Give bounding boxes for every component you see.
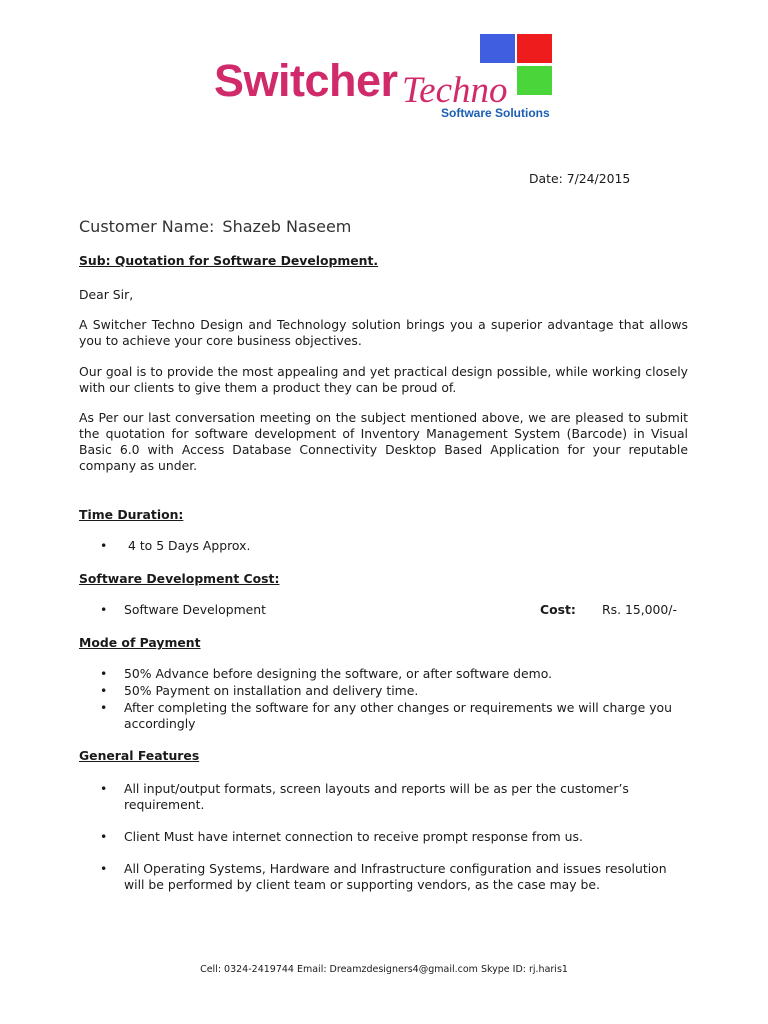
list-item: • 50% Payment on installation and delivery time. [100,683,690,699]
company-logo [214,34,559,124]
logo-tagline: Software Solutions [441,106,550,120]
greeting: Dear Sir, [79,287,134,302]
logo-red-square [517,34,552,63]
customer-label: Customer Name: [79,217,215,236]
intro-paragraph: A Switcher Techno Design and Technology solution brings you a superior advantage that allows you to achieve your core business objectives. [79,317,688,348]
list-item: • All Operating Systems, Hardware and Infrastructure configuration and issues resolution will be performed by client team or supporting vendors, as the case may be. [100,861,690,893]
time-duration-heading: Time Duration: [79,507,184,522]
logo-name-techno: Techno [402,70,508,111]
time-duration-list [100,538,690,554]
contact-footer: Cell: 0324-2419744 Email: Dreamzdesigners4@gmail.com Skype ID: rj.haris1 [200,964,568,975]
logo-blue-square [480,34,515,63]
list-item: • 50% Advance before designing the software, or after software demo. [100,666,690,682]
features-list [100,781,690,893]
logo-name: Switcher [214,55,398,106]
subject-heading: Sub: Quotation for Software Development. [79,253,379,268]
list-item: • All input/output formats, screen layouts and reports will be as per the customer’s requirement. [100,781,690,813]
payment-list [100,666,690,732]
cost-heading: Software Development Cost: [79,571,280,586]
list-item: • Software Development [100,602,690,618]
logo-green-square [517,66,552,95]
list-item: • After completing the software for any other changes or requirements we will charge you accordingly [100,700,690,732]
list-item: • Client Must have internet connection to receive prompt response from us. [100,829,690,845]
goal-paragraph: Our goal is to provide the most appealing and yet practical design possible, while working closely with our clients to give them a product they can be proud of. [79,364,688,395]
list-item: • 4 to 5 Days Approx. [100,538,690,554]
quotation-date: Date: 7/24/2015 [529,171,631,186]
cost-label: Cost: [540,602,576,617]
customer-line [79,217,351,237]
cost-value: Rs. 15,000/- [602,602,677,617]
features-heading: General Features [79,748,200,763]
payment-heading: Mode of Payment [79,635,201,650]
quotation-paragraph: As Per our last conversation meeting on the subject mentioned above, we are pleased to submit the quotation for software development of Inventory Management System (Barcode) in Visual Basic 6.0 with Access Database Connectivity Desktop Based Application for your reputable company as under. [79,410,688,473]
customer-name: Shazeb Naseem [222,217,352,236]
